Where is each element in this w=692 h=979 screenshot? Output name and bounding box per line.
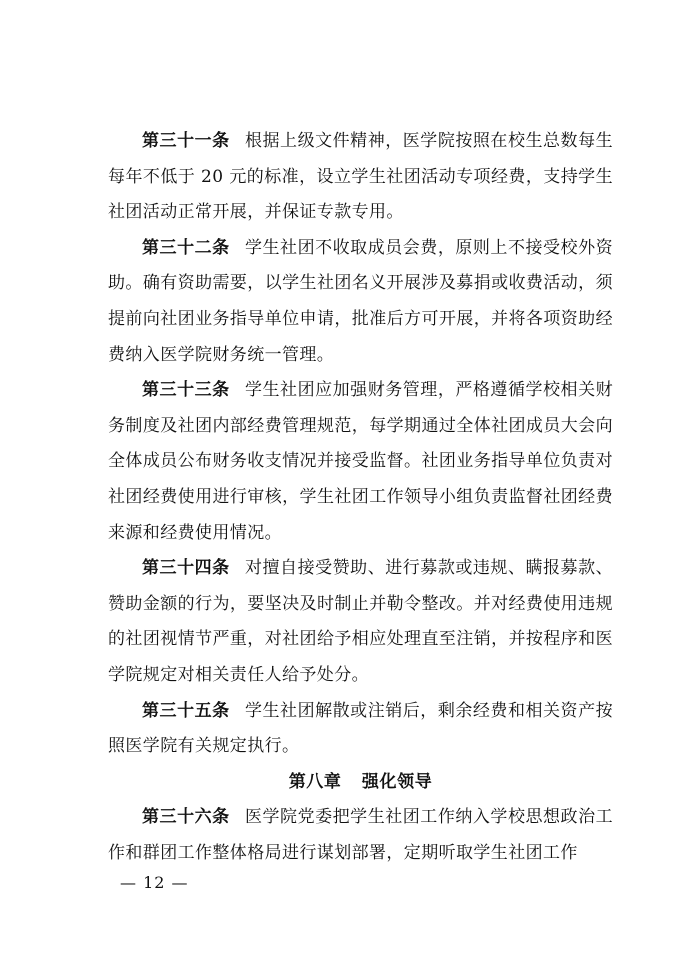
article-text: 学生社团应加强财务管理，严格遵循学校相关财务制度及社团内部经费管理规范，每学期通过全体社团成员大会向全体成员公布财务收支情况并接受监督。社团业务指导单位负责对社团经费使用进行审核，学生社团工作领导小组负责监督社团经费来源和经费使用情况。 [108, 380, 614, 543]
page-content [108, 124, 613, 871]
article-text: 根据上级文件精神，医学院按照在校生总数每生每年不低于 20 元的标准，设立学生社团活动专项经费，支持学生社团活动正常开展，并保证专款专用。 [108, 131, 614, 223]
article-31 [108, 124, 613, 231]
article-35 [108, 694, 613, 765]
chapter-number: 第八章 [288, 771, 342, 792]
article-label: 第三十四条 [142, 558, 230, 579]
article-label: 第三十二条 [142, 237, 230, 258]
article-text: 对擅自接受赞助、进行募款或违规、瞒报募款、赞助金额的行为，要坚决及时制止并勒令整改。并对经费使用违规的社团视情节严重，对社团给予相应处理直至注销，并按程序和医学院规定对相关责任人给予处分。 [108, 558, 614, 685]
article-label: 第三十六条 [142, 807, 230, 828]
chapter-heading [108, 765, 613, 801]
article-label: 第三十一条 [142, 131, 230, 151]
article-text: 学生社团不收取成员会费，原则上不接受校外资助。确有资助需要，以学生社团名义开展涉及募捐或收费活动，须提前向社团业务指导单位申请，批准后方可开展，并将各项资助经费纳入医学院财务统一管理。 [108, 237, 614, 365]
chapter-title: 强化领导 [361, 771, 433, 792]
article-label: 第三十五条 [142, 700, 230, 721]
page-number: — 12 — [120, 873, 189, 892]
article-36 [108, 800, 613, 871]
article-32 [108, 231, 613, 373]
article-text: 医学院党委把学生社团工作纳入学校思想政治工作和群团工作整体格局进行谋划部署，定期听取学生社团工作 [108, 807, 614, 863]
article-text: 学生社团解散或注销后，剩余经费和相关资产按照医学院有关规定执行。 [108, 700, 614, 757]
article-label: 第三十三条 [142, 380, 230, 401]
article-33 [108, 373, 613, 551]
article-34 [108, 551, 613, 693]
